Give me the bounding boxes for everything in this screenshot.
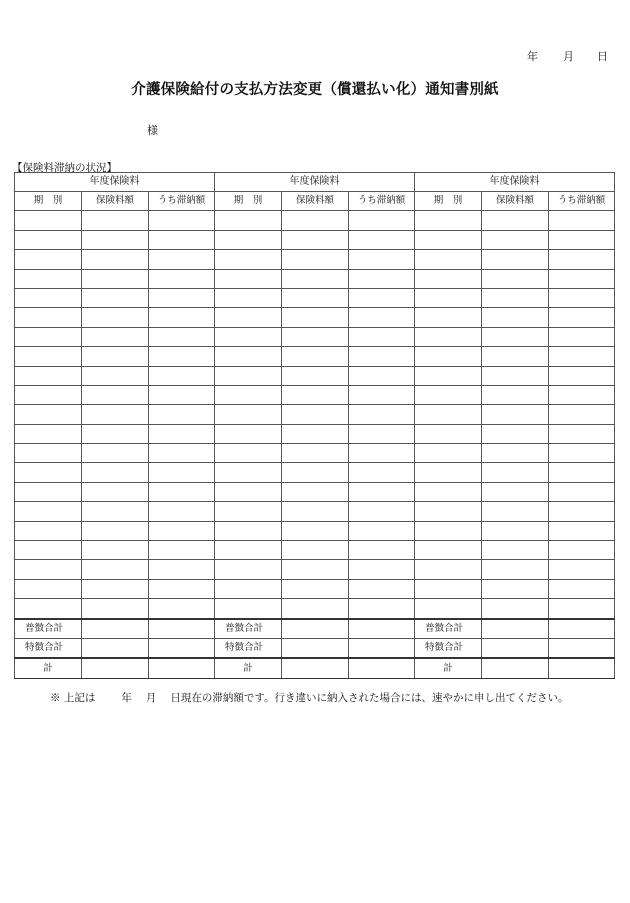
footnote-prefix: ※ 上記は	[50, 692, 96, 704]
table-cell	[82, 250, 149, 269]
table-row	[15, 308, 615, 327]
table-cell	[282, 405, 349, 424]
table-cell	[349, 521, 415, 540]
table-cell	[282, 521, 349, 540]
table-cell	[415, 463, 482, 482]
column-header: 期 別	[215, 192, 282, 211]
table-cell	[215, 579, 282, 598]
column-header: 期 別	[415, 192, 482, 211]
table-cell	[549, 424, 615, 443]
table-cell	[149, 347, 215, 366]
table-cell	[82, 482, 149, 501]
table-row	[15, 463, 615, 482]
table-cell	[349, 347, 415, 366]
table-cell	[149, 405, 215, 424]
table-cell	[149, 366, 215, 385]
fiscal-year-premium-header: 年度保険料	[15, 173, 215, 192]
table-cell	[482, 619, 549, 639]
table-cell	[282, 444, 349, 463]
table-cell	[482, 250, 549, 269]
table-cell	[215, 521, 282, 540]
table-cell	[282, 638, 349, 658]
table-row	[15, 250, 615, 269]
table-cell	[215, 560, 282, 579]
table-cell	[82, 658, 149, 678]
table-cell	[15, 579, 82, 598]
table-cell	[149, 385, 215, 404]
table-cell	[149, 269, 215, 288]
table-cell	[482, 541, 549, 560]
table-cell	[149, 424, 215, 443]
table-row	[15, 211, 615, 230]
table-cell	[549, 269, 615, 288]
table-cell	[282, 327, 349, 346]
table-row	[15, 579, 615, 598]
table-row	[15, 599, 615, 619]
summary-row	[15, 619, 615, 639]
table-cell	[282, 347, 349, 366]
table-cell	[15, 444, 82, 463]
table-cell	[349, 638, 415, 658]
table-cell	[415, 502, 482, 521]
table-cell	[15, 288, 82, 307]
table-cell	[482, 308, 549, 327]
table-cell	[549, 482, 615, 501]
table-cell	[482, 482, 549, 501]
table-cell	[82, 424, 149, 443]
table-cell	[549, 347, 615, 366]
table-cell	[482, 366, 549, 385]
table-cell	[215, 327, 282, 346]
table-cell	[282, 502, 349, 521]
table-cell	[215, 250, 282, 269]
table-cell	[482, 269, 549, 288]
table-cell	[215, 502, 282, 521]
table-cell	[349, 327, 415, 346]
summary-label: 特徴合計	[415, 638, 482, 658]
footnote-year: 年	[121, 692, 132, 704]
table-cell	[215, 463, 282, 482]
footnote-month: 月	[145, 692, 157, 704]
table-cell	[549, 308, 615, 327]
table-row	[15, 230, 615, 249]
table-cell	[549, 541, 615, 560]
table-cell	[415, 327, 482, 346]
table-cell	[282, 288, 349, 307]
table-cell	[415, 269, 482, 288]
table-row	[15, 444, 615, 463]
table-cell	[215, 424, 282, 443]
table-cell	[349, 211, 415, 230]
table-cell	[82, 385, 149, 404]
table-cell	[149, 482, 215, 501]
table-cell	[15, 230, 82, 249]
table-cell	[282, 366, 349, 385]
table-cell	[215, 385, 282, 404]
summary-label: 普徴合計	[15, 619, 82, 639]
table-cell	[149, 541, 215, 560]
table-cell	[15, 327, 82, 346]
table-cell	[415, 521, 482, 540]
table-cell	[282, 463, 349, 482]
table-cell	[482, 579, 549, 598]
table-cell	[149, 502, 215, 521]
table-cell	[82, 638, 149, 658]
table-cell	[282, 250, 349, 269]
table-cell	[415, 288, 482, 307]
table-cell	[15, 211, 82, 230]
table-cell	[349, 424, 415, 443]
table-row	[15, 482, 615, 501]
document-title: 介護保険給付の支払方法変更（償還払い化）通知書別紙	[131, 81, 499, 98]
table-cell	[349, 444, 415, 463]
column-header: 保険料額	[282, 192, 349, 211]
table-cell	[149, 521, 215, 540]
table-cell	[482, 444, 549, 463]
column-header-row	[15, 192, 615, 211]
table-cell	[82, 347, 149, 366]
table-cell	[82, 327, 149, 346]
summary-label: 普徴合計	[215, 619, 282, 639]
arrears-table	[14, 172, 615, 679]
table-cell	[549, 502, 615, 521]
table-cell	[349, 579, 415, 598]
footnote	[50, 690, 610, 705]
table-cell	[549, 250, 615, 269]
table-cell	[215, 347, 282, 366]
table-cell	[15, 308, 82, 327]
section-label: 【保険料滞納の状況】	[12, 162, 117, 174]
summary-label: 特徴合計	[15, 638, 82, 658]
fiscal-year-premium-header: 年度保険料	[415, 173, 615, 192]
table-cell	[349, 463, 415, 482]
date-month-label: 月	[563, 50, 574, 63]
table-cell	[349, 366, 415, 385]
table-cell	[149, 619, 215, 639]
table-row	[15, 366, 615, 385]
table-cell	[149, 579, 215, 598]
summary-label: 普徴合計	[415, 619, 482, 639]
table-cell	[15, 424, 82, 443]
table-cell	[149, 560, 215, 579]
recipient-honorific: 様	[147, 124, 158, 137]
table-cell	[82, 463, 149, 482]
table-row	[15, 288, 615, 307]
table-cell	[215, 405, 282, 424]
table-cell	[82, 599, 149, 619]
table-cell	[349, 230, 415, 249]
table-cell	[549, 521, 615, 540]
table-cell	[549, 444, 615, 463]
table-cell	[549, 385, 615, 404]
table-cell	[149, 658, 215, 678]
table-cell	[482, 405, 549, 424]
table-cell	[282, 541, 349, 560]
table-cell	[149, 444, 215, 463]
table-cell	[282, 269, 349, 288]
table-cell	[549, 405, 615, 424]
table-cell	[482, 424, 549, 443]
footnote-suffix: 日現在の滞納額です。行き違いに納入された場合には、速やかに申し出てください。	[170, 692, 569, 704]
table-cell	[549, 366, 615, 385]
table-cell	[415, 599, 482, 619]
table-cell	[15, 366, 82, 385]
table-cell	[149, 288, 215, 307]
table-cell	[482, 599, 549, 619]
table-cell	[149, 211, 215, 230]
table-cell	[82, 541, 149, 560]
table-row	[15, 541, 615, 560]
table-cell	[482, 658, 549, 678]
table-cell	[482, 385, 549, 404]
table-cell	[215, 482, 282, 501]
column-header: 保険料額	[82, 192, 149, 211]
table-cell	[549, 463, 615, 482]
table-cell	[415, 308, 482, 327]
table-cell	[282, 579, 349, 598]
table-cell	[349, 385, 415, 404]
table-cell	[282, 658, 349, 678]
table-cell	[549, 599, 615, 619]
column-header: うち滞納額	[149, 192, 215, 211]
table-cell	[549, 211, 615, 230]
table-cell	[482, 211, 549, 230]
table-cell	[149, 308, 215, 327]
table-row	[15, 424, 615, 443]
table-cell	[215, 230, 282, 249]
table-cell	[149, 327, 215, 346]
summary-row	[15, 638, 615, 658]
table-cell	[215, 366, 282, 385]
table-cell	[549, 658, 615, 678]
summary-label: 計	[15, 658, 82, 678]
table-cell	[215, 308, 282, 327]
table-cell	[82, 230, 149, 249]
table-cell	[82, 269, 149, 288]
table-cell	[149, 230, 215, 249]
table-cell	[415, 366, 482, 385]
table-cell	[82, 366, 149, 385]
table-row	[15, 405, 615, 424]
table-cell	[82, 521, 149, 540]
table-cell	[282, 619, 349, 639]
table-cell	[82, 579, 149, 598]
table-cell	[82, 502, 149, 521]
table-cell	[415, 250, 482, 269]
table-cell	[482, 502, 549, 521]
table-row	[15, 327, 615, 346]
column-header: うち滞納額	[349, 192, 415, 211]
table-cell	[482, 327, 549, 346]
table-cell	[415, 405, 482, 424]
table-cell	[282, 308, 349, 327]
table-cell	[282, 560, 349, 579]
table-row	[15, 347, 615, 366]
table-cell	[415, 347, 482, 366]
table-cell	[282, 385, 349, 404]
table-cell	[282, 211, 349, 230]
table-cell	[349, 502, 415, 521]
table-cell	[82, 444, 149, 463]
table-cell	[15, 502, 82, 521]
table-cell	[15, 405, 82, 424]
table-cell	[549, 288, 615, 307]
table-cell	[349, 619, 415, 639]
table-cell	[82, 560, 149, 579]
table-row	[15, 269, 615, 288]
table-cell	[149, 599, 215, 619]
table-cell	[15, 347, 82, 366]
table-cell	[15, 482, 82, 501]
table-cell	[82, 405, 149, 424]
table-cell	[282, 230, 349, 249]
summary-label: 計	[415, 658, 482, 678]
table-cell	[15, 521, 82, 540]
table-cell	[15, 250, 82, 269]
table-cell	[415, 424, 482, 443]
issue-date	[527, 50, 607, 64]
table-cell	[15, 385, 82, 404]
table-cell	[549, 560, 615, 579]
table-cell	[215, 288, 282, 307]
table-cell	[215, 211, 282, 230]
group-header-row	[15, 173, 615, 192]
table-cell	[15, 541, 82, 560]
date-year-label: 年	[527, 50, 538, 63]
table-cell	[549, 638, 615, 658]
table-cell	[215, 541, 282, 560]
table-cell	[482, 560, 549, 579]
table-cell	[215, 599, 282, 619]
table-cell	[549, 579, 615, 598]
table-cell	[415, 211, 482, 230]
table-cell	[15, 599, 82, 619]
column-header: うち滞納額	[549, 192, 615, 211]
table-cell	[349, 482, 415, 501]
table-cell	[15, 560, 82, 579]
table-cell	[82, 211, 149, 230]
table-cell	[549, 230, 615, 249]
table-row	[15, 385, 615, 404]
table-cell	[282, 424, 349, 443]
table-cell	[82, 619, 149, 639]
table-cell	[82, 288, 149, 307]
column-header: 期 別	[15, 192, 82, 211]
table-cell	[415, 541, 482, 560]
table-cell	[349, 250, 415, 269]
table-cell	[482, 230, 549, 249]
table-cell	[415, 444, 482, 463]
date-day-label: 日	[597, 50, 608, 63]
table-cell	[15, 463, 82, 482]
table-cell	[349, 560, 415, 579]
table-cell	[549, 619, 615, 639]
table-cell	[415, 579, 482, 598]
summary-label: 特徴合計	[215, 638, 282, 658]
table-cell	[282, 599, 349, 619]
table-cell	[482, 347, 549, 366]
table-cell	[349, 599, 415, 619]
table-cell	[349, 308, 415, 327]
fiscal-year-premium-header: 年度保険料	[215, 173, 415, 192]
table-cell	[215, 269, 282, 288]
summary-label: 計	[215, 658, 282, 678]
table-cell	[15, 269, 82, 288]
column-header: 保険料額	[482, 192, 549, 211]
table-cell	[482, 521, 549, 540]
table-cell	[415, 385, 482, 404]
table-cell	[482, 638, 549, 658]
table-cell	[349, 658, 415, 678]
table-cell	[482, 463, 549, 482]
table-cell	[482, 288, 549, 307]
table-cell	[349, 405, 415, 424]
table-cell	[215, 444, 282, 463]
table-cell	[149, 638, 215, 658]
table-cell	[415, 560, 482, 579]
table-cell	[149, 250, 215, 269]
table-cell	[149, 463, 215, 482]
table-cell	[415, 482, 482, 501]
table-row	[15, 521, 615, 540]
summary-row	[15, 658, 615, 678]
table-cell	[349, 288, 415, 307]
table-cell	[282, 482, 349, 501]
table-cell	[415, 230, 482, 249]
table-cell	[549, 327, 615, 346]
table-cell	[349, 269, 415, 288]
table-row	[15, 502, 615, 521]
table-row	[15, 560, 615, 579]
table-cell	[82, 308, 149, 327]
table-cell	[349, 541, 415, 560]
